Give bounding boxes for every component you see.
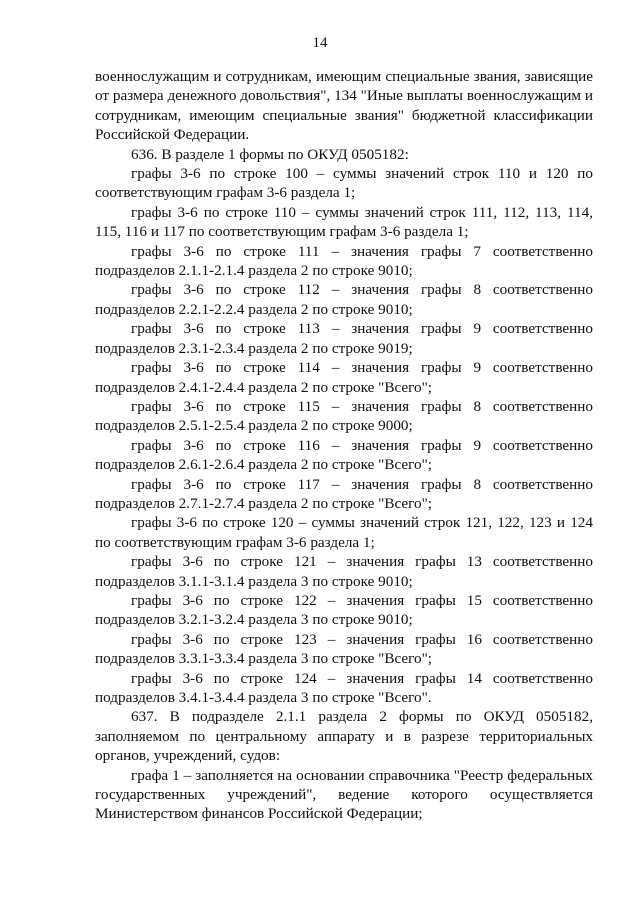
paragraph: графы 3-6 по строке 111 – значения графы 7 соответственно подразделов 2.1.1-2.1.4 раздела 2 по строке 9010; xyxy=(95,242,593,280)
paragraph: графы 3-6 по строке 123 – значения графы 16 соответственно подразделов 3.3.1-3.3.4 раздела 3 по строке "Всего"; xyxy=(95,630,593,668)
paragraph: графы 3-6 по строке 113 – значения графы 9 соответственно подразделов 2.3.1-2.3.4 раздела 2 по строке 9019; xyxy=(95,320,593,357)
paragraph: графы 3-6 по строке 100 – суммы значений строк 110 и 120 по соответствующим графам 3-6 раздела 1; xyxy=(95,165,593,202)
paragraph: графы 3-6 по строке 110 – суммы значений строк 111, 112, 113, 114, 115, 116 и 117 по соответствующим графам 3-6 раздела 1; xyxy=(95,203,593,241)
paragraph: военнослужащим и сотрудникам, имеющим специальные звания, зависящие от размера денежного довольствия", 134 "Иные выплаты военнослужащим и сотрудникам, имеющим специальные звания" бюджетной классификации Российской Федерации. xyxy=(95,68,593,144)
paragraph: графы 3-6 по строке 122 – значения графы 15 соответственно подразделов 3.2.1-3.2.4 раздела 3 по строке 9010; xyxy=(95,591,593,629)
paragraph: графы 3-6 по строке 114 – значения графы 9 соответственно подразделов 2.4.1-2.4.4 раздела 2 по строке "Всего"; xyxy=(95,359,593,396)
paragraph: графы 3-6 по строке 121 – значения графы 13 соответственно подразделов 3.1.1-3.1.4 раздела 3 по строке 9010; xyxy=(95,553,593,590)
paragraph: графа 1 – заполняется на основании справочника "Реестр федеральных государственных учреждений", ведение которого осуществляется Министерством финансов Российской Федерации; xyxy=(95,766,593,823)
paragraph: графы 3-6 по строке 115 – значения графы 8 соответственно подразделов 2.5.1-2.5.4 раздела 2 по строке 9000; xyxy=(95,397,593,435)
document-body xyxy=(95,67,593,824)
paragraph: графы 3-6 по строке 120 – суммы значений строк 121, 122, 123 и 124 по соответствующим графам 3-6 раздела 1; xyxy=(95,514,593,551)
paragraph: графы 3-6 по строке 124 – значения графы 14 соответственно подразделов 3.4.1-3.4.4 раздела 3 по строке "Всего". xyxy=(95,669,593,706)
paragraph: графы 3-6 по строке 112 – значения графы 8 соответственно подразделов 2.2.1-2.2.4 раздела 2 по строке 9010; xyxy=(95,281,593,318)
paragraph: графы 3-6 по строке 117 – значения графы 8 соответственно подразделов 2.7.1-2.7.4 раздела 2 по строке "Всего"; xyxy=(95,475,593,512)
paragraph: графы 3-6 по строке 116 – значения графы 9 соответственно подразделов 2.6.1-2.6.4 раздела 2 по строке "Всего"; xyxy=(95,436,593,474)
paragraph: 637. В подразделе 2.1.1 раздела 2 формы по ОКУД 0505182, заполняемом по центральному аппарату и в разрезе территориальных органов, учреждений, судов: xyxy=(95,708,593,765)
page-number: 14 xyxy=(312,35,328,51)
paragraph: 636. В разделе 1 формы по ОКУД 0505182: xyxy=(131,145,409,163)
